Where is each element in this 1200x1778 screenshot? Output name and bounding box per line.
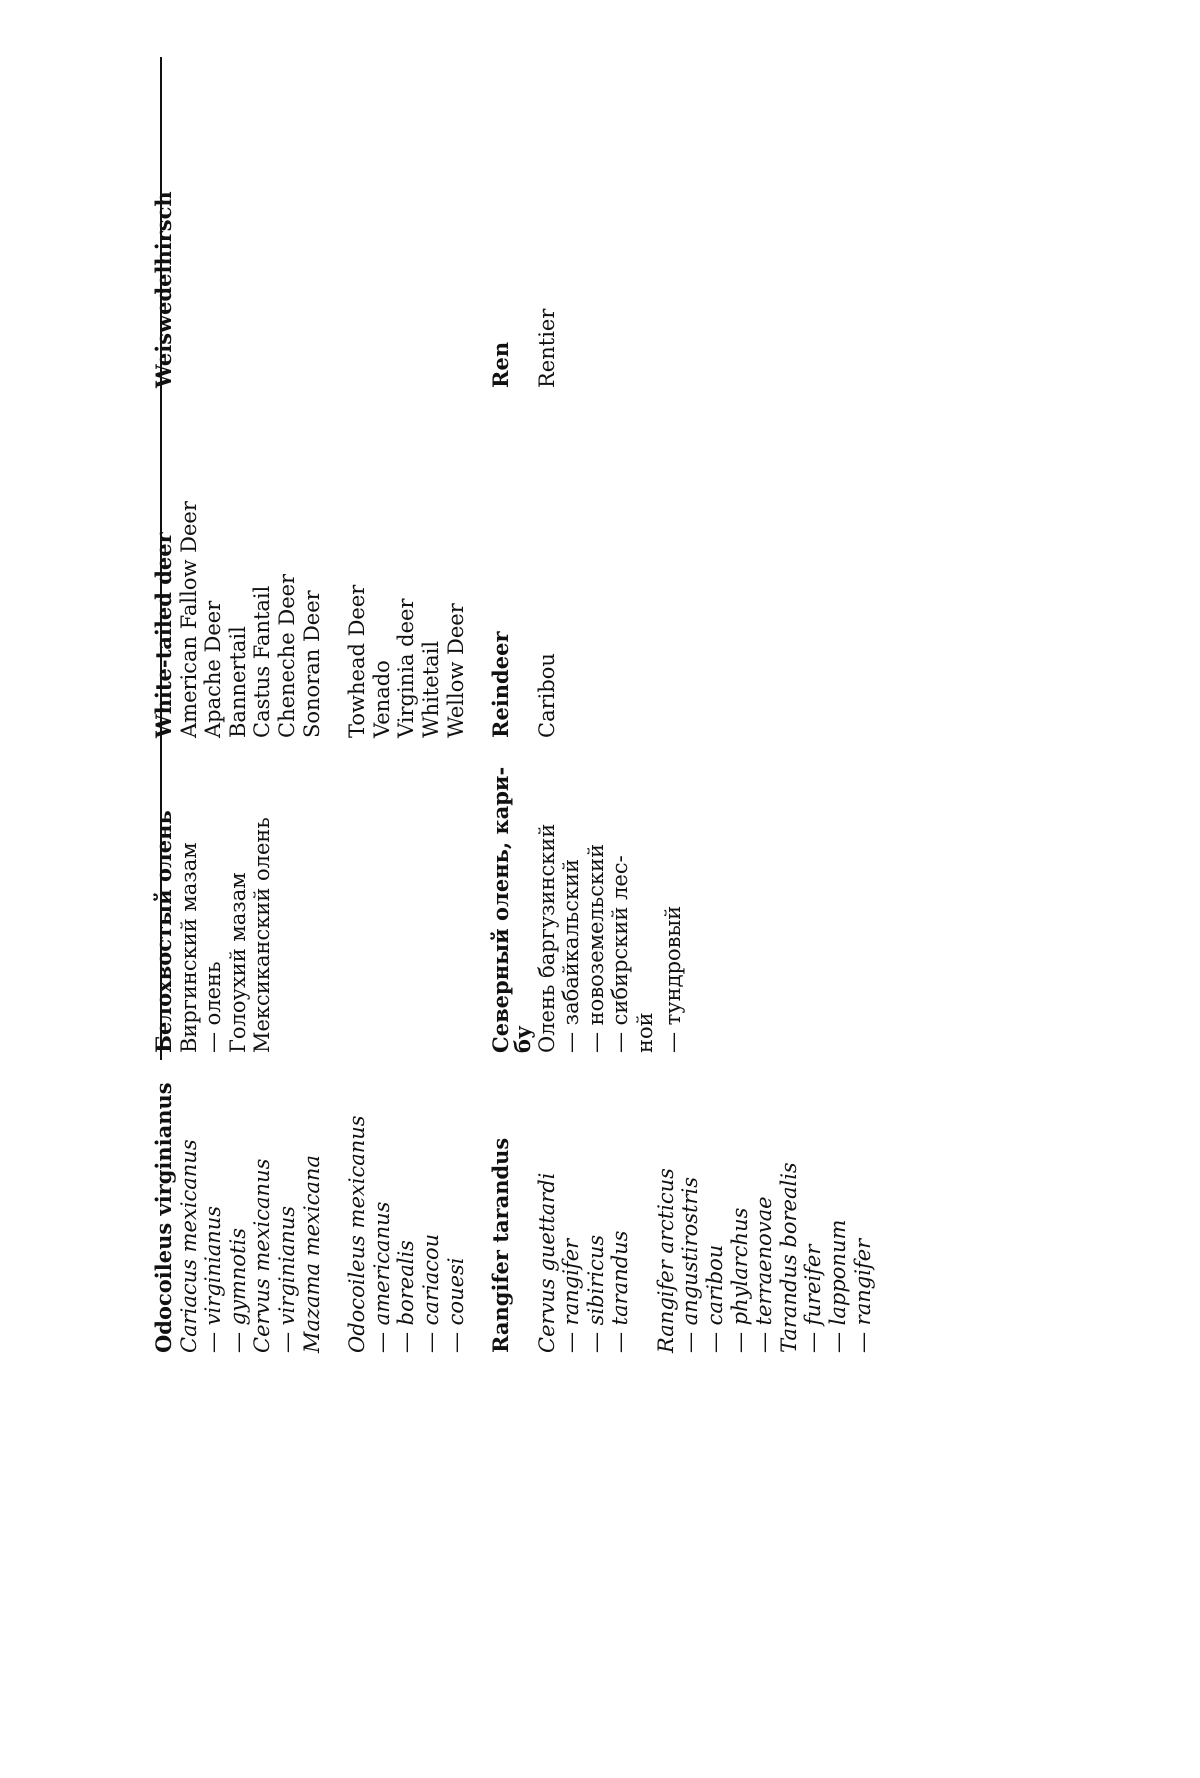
latin-entry: — angustirostris (678, 1176, 703, 1353)
english-entry: Sonoran Deer (299, 590, 324, 738)
russian-entry: — сибирский лес- (608, 855, 633, 1053)
english-entry: Caribou (534, 653, 559, 738)
russian-entry: Голоухий мазам (225, 872, 250, 1053)
latin-entry: — couesi (443, 1257, 468, 1353)
latin-entry: — borealis (394, 1240, 419, 1353)
english-entry: Venado (369, 660, 394, 738)
russian-entry: Виргинский мазам (176, 842, 201, 1053)
latin-entry: Rangifer arcticus (653, 1168, 678, 1353)
english-entry: Castus Fantail (250, 585, 275, 738)
german-entry: Weiswedelhirsch (151, 191, 176, 388)
latin-entry: — phylarchus (727, 1207, 752, 1353)
latin-entry: Odocoileus virginianus (151, 1082, 176, 1353)
english-entry: Cheneche Deer (275, 573, 299, 738)
latin-entry: — virginianus (275, 1205, 299, 1353)
english-entry: White-tailed deer (151, 532, 176, 738)
russian-entry: — новоземельский (583, 843, 608, 1053)
russian-entry: бу (510, 1025, 536, 1053)
latin-entry: — rangifer (850, 1238, 875, 1353)
latin-entry: — gymnotis (225, 1228, 250, 1353)
english-entry: Towhead Deer (345, 584, 370, 738)
latin-entry: — caribou (703, 1244, 728, 1353)
english-entry: Reindeer (488, 631, 514, 738)
latin-entry: — virginianus (201, 1205, 226, 1353)
latin-entry: — rangifer (559, 1238, 584, 1353)
latin-entry: — lapponum (826, 1219, 851, 1353)
latin-entry: — terraenovae (752, 1196, 777, 1353)
german-entry: Ren (488, 341, 514, 388)
russian-entry: Северный олень, кари- (488, 766, 514, 1053)
latin-entry: Mazama mexicana (299, 1155, 324, 1353)
russian-entry: — тундровый (661, 905, 686, 1053)
russian-entry: Олень баргузинский (534, 823, 559, 1053)
russian-entry: — забайкальский (559, 858, 584, 1053)
russian-entry: ной (632, 1012, 657, 1053)
russian-entry: — олень (201, 961, 226, 1053)
latin-entry: — tarandus (608, 1230, 633, 1353)
latin-entry: Odocoileus mexicanus (345, 1115, 370, 1353)
english-entry: Virginia deer (394, 598, 419, 738)
russian-entry: Мексиканский олень (250, 817, 275, 1053)
latin-entry: Cervus guettardi (534, 1172, 559, 1353)
latin-entry: Cariacus mexicanus (176, 1139, 201, 1353)
latin-entry: Tarandus borealis (776, 1162, 801, 1353)
latin-entry: — cariacou (418, 1233, 443, 1353)
latin-entry: Cervus mexicanus (250, 1158, 275, 1353)
german-entry: Rentier (534, 308, 559, 388)
english-entry: Apache Deer (201, 600, 226, 738)
english-entry: Whitetail (418, 640, 443, 738)
english-entry: Wellow Deer (443, 603, 468, 738)
latin-entry: — sibiricus (583, 1234, 608, 1353)
latin-entry: Rangifer tarandus (488, 1137, 514, 1353)
english-entry: Bannertail (225, 626, 250, 738)
english-entry: American Fallow Deer (176, 501, 201, 738)
russian-entry: Белохвостый олень (151, 810, 176, 1053)
latin-entry: — fureifer (801, 1244, 826, 1353)
latin-entry: — americanus (369, 1201, 394, 1353)
